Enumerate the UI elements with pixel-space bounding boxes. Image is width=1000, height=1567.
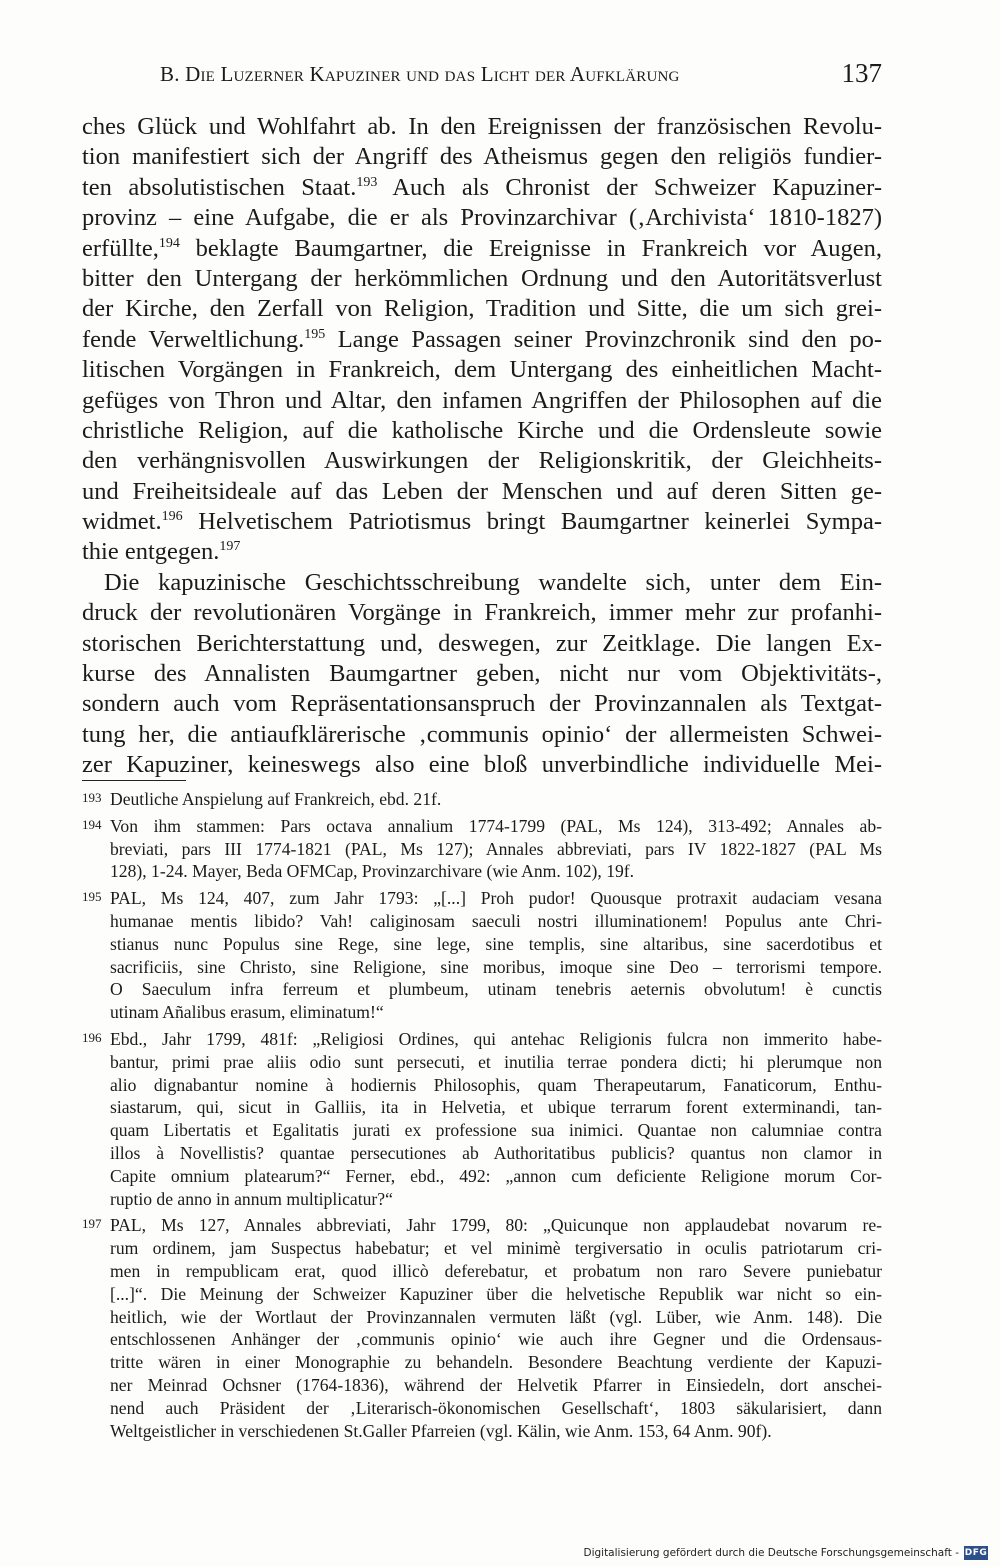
body-line: provinz – eine Aufgabe, die er als Provinzarchivar (‚Archivista‘ 1810-1827)	[82, 204, 882, 232]
body-line: kurse des Annalisten Baumgartner geben, nicht nur vom Objektivitäts-,	[82, 660, 882, 688]
footnote	[82, 887, 882, 1024]
footnote-number: 194	[82, 816, 102, 832]
credit-text: Digitalisierung gefördert durch die Deutsche Forschungsgemeinschaft -	[583, 1547, 959, 1559]
footnote-line: heitlich, wie der Wortlaut der Provinzannalen vermuten läßt (vgl. Lüber, wie Anm. 148). Die	[110, 1306, 882, 1327]
footnote-line: PAL, Ms 127, Annales abbreviati, Jahr 1799, 80: „Quicunque non applaudebat novarum re-	[110, 1215, 882, 1236]
running-head-title: B. Die Luzerner Kapuziner und das Licht der Aufklärung	[160, 62, 680, 86]
body-line: druck der revolutionären Vorgänge in Frankreich, immer mehr zur profanhi-	[82, 599, 882, 627]
body-line: bitter den Untergang der herkömmlichen Ordnung und den Autoritätsverlust	[82, 264, 882, 292]
footnote-line: 128), 1-24. Mayer, Beda OFMCap, Provinzarchivare (wie Anm. 102), 19f.	[110, 861, 635, 882]
digitization-credit	[583, 1543, 988, 1563]
footnote-line: quam Libertatis et Egalitatis jurati ex professione sua inimici. Quantae non calumniae contra	[110, 1120, 882, 1141]
footnote-line: ner Meinrad Ochsner (1764-1836), während der Helvetik Pfarrer in Einsiedeln, dort anschei-	[110, 1374, 882, 1395]
footnote-line: nend auch Präsident der ‚Literarisch-ökonomischen Gesellschaft‘, 1803 säkularisiert, dann	[110, 1397, 882, 1418]
footnote-line: PAL, Ms 124, 407, zum Jahr 1793: „[...] Proh pudor! Quousque protraxit audaciam vesana	[110, 888, 882, 909]
body-line: ches Glück und Wohlfahrt ab. In den Ereignissen der französischen Revolu-	[82, 113, 882, 140]
footnote-line: entschlossenen Anhänger der ‚communis opinio‘ wie auch ihre Gegner und die Ordensaus-	[110, 1329, 882, 1350]
page-number: 137	[841, 58, 882, 88]
body-text	[82, 112, 882, 781]
body-line: und Freiheitsideale auf das Leben der Menschen und auf deren Sitten ge-	[82, 477, 882, 505]
footnote-line: Ebd., Jahr 1799, 481f: „Religiosi Ordines, qui antehac Religionis fulcra non immerito habe-	[110, 1028, 882, 1049]
footnote-line: Weltgeistlicher in verschiedenen St.Galler Pfarreien (vgl. Kälin, wie Anm. 153, 64 Anm. 90f).	[110, 1420, 772, 1441]
body-line: fende Verweltlichung.$^{195}$ Lange Passagen seiner Provinzchronik sind den po-	[82, 325, 882, 353]
footnote-line: breviati, pars III 1774-1821 (PAL, Ms 127); Annales abbreviati, pars IV 1822-1827 (PAL Ms	[110, 838, 882, 859]
body-line: storischen Berichterstattung und, deswegen, zur Zeitklage. Die langen Ex-	[82, 629, 882, 657]
footnote-ref: 195	[304, 326, 326, 342]
footnote-line: tritte wären in einer Monographie zu behandeln. Besondere Beachtung verdiente der Kapuzi-	[110, 1352, 882, 1373]
body-line: litischen Vorgängen in Frankreich, dem Untergang des einheitlichen Macht-	[82, 356, 882, 384]
footnote-separator	[82, 780, 186, 781]
body-line: thie entgegen.$^{197}$	[82, 538, 241, 566]
footnote-line: O Saeculum infra ferreum et plumbeum, utinam tenebris aeternis obvolutum! è cunctis	[110, 979, 882, 1000]
footnote-line: sacrificiis, sine Christo, sine Religione, sine moribus, imoque sine Deo – terrorismi tempore.	[110, 956, 882, 977]
body-line: widmet.$^{196}$ Helvetischem Patriotismus bringt Baumgartner keinerlei Sympa-	[82, 508, 882, 536]
footnote-line: Von ihm stammen: Pars octava annalium 1774-1799 (PAL, Ms 124), 313-492; Annales ab-	[110, 815, 882, 836]
body-line: den verhängnisvollen Auswirkungen der Religionskritik, der Gleichheits-	[82, 447, 882, 475]
footnote-number: 196	[82, 1029, 102, 1045]
footnote	[82, 1028, 882, 1210]
footnote-line: stianus nunc Populus sine Rege, sine lege, sine templis, sine altaribus, sine sacerdotibus et	[110, 933, 882, 954]
footnotes	[82, 788, 882, 1446]
body-line: gefüges von Thron und Altar, den infamen Angriffen der Philosophen auf die	[82, 386, 882, 414]
footnote-line: men in rempublicam erat, quod illicò deferebatur, et probatum non raro Severe puniebatur	[110, 1260, 882, 1281]
footnote-line: Capite omnium platearum?“ Ferner, ebd., 492: „annon cum deficiente Religione morum Cor-	[110, 1165, 882, 1186]
footnote-number: 197	[82, 1216, 102, 1232]
footnote-line: siastarum, qui, sicut in Galliis, ita in Helvetia, et ubique terrarum forent exterminandi, tan-	[110, 1097, 882, 1118]
footnote-ref: 193	[356, 174, 378, 190]
body-line: Die kapuzinische Geschichtsschreibung wandelte sich, unter dem Ein-	[104, 568, 882, 596]
footnote-line: rum ordinem, jam Suspectus habebatur; et vel minimè tergiversatio in oculis patriotarum cri-	[110, 1238, 882, 1259]
running-head	[160, 60, 886, 90]
footnote	[82, 1214, 882, 1442]
footnote-ref: 194	[158, 235, 180, 251]
footnote-ref: 197	[219, 539, 241, 555]
footnote-line: bantur, primi prae aliis odio sunt persecuti, et inutilia terrae pondera dicti; hi plerumque non	[110, 1051, 882, 1072]
footnote-line: utinam Añalibus erasum, eliminatum!“	[110, 1002, 384, 1023]
body-line: tung her, die antiaufklärerische ‚communis opinio‘ der allermeisten Schwei-	[82, 720, 882, 748]
footnote-number: 193	[82, 790, 102, 805]
body-line: sondern auch vom Repräsentationsanspruch der Provinzannalen als Textgat-	[82, 690, 882, 718]
footnote-line: ruptio de anno in annum multiplicatur?“	[110, 1188, 393, 1209]
body-line: ten absolutistischen Staat.$^{193}$ Auch als Chronist der Schweizer Kapuziner-	[82, 173, 882, 201]
footnote	[82, 788, 882, 811]
footnote-line: humanae mentis libido? Vah! caliginosam saeculi nostri illuminationem! Populus ante Chri-	[110, 910, 882, 931]
footnote-line: Deutliche Anspielung auf Frankreich, ebd. 21f.	[110, 789, 442, 809]
dfg-logo: DFG	[964, 1548, 988, 1558]
body-line: erfüllte,$^{194}$ beklagte Baumgartner, die Ereignisse in Frankreich vor Augen,	[82, 234, 882, 262]
footnote-ref: 196	[161, 509, 183, 525]
footnote-line: [...]“. Die Meinung der Schweizer Kapuziner über die helvetische Republik war nicht so ein-	[110, 1283, 882, 1304]
footnote-line: illos à Novellistis? quantae persecutiones ab Authoritatibus publicis? quantus non clamor in	[110, 1142, 882, 1163]
body-line: der Kirche, den Zerfall von Religion, Tradition und Sitte, die um sich grei-	[82, 295, 882, 323]
footnote-line: alio dignabantur nomine à hodiernis Philosophis, quam Therapeutarum, Fanaticorum, Enthu-	[110, 1074, 882, 1095]
body-line: zer Kapuziner, keineswegs also eine bloß unverbindliche individuelle Mei-	[82, 751, 882, 779]
footnote	[82, 815, 882, 883]
footnote-number: 195	[82, 889, 102, 905]
body-line: tion manifestiert sich der Angriff des Atheismus gegen den religiös fundier-	[82, 143, 882, 171]
body-line: christliche Religion, auf die katholische Kirche und die Ordensleute sowie	[82, 416, 882, 444]
